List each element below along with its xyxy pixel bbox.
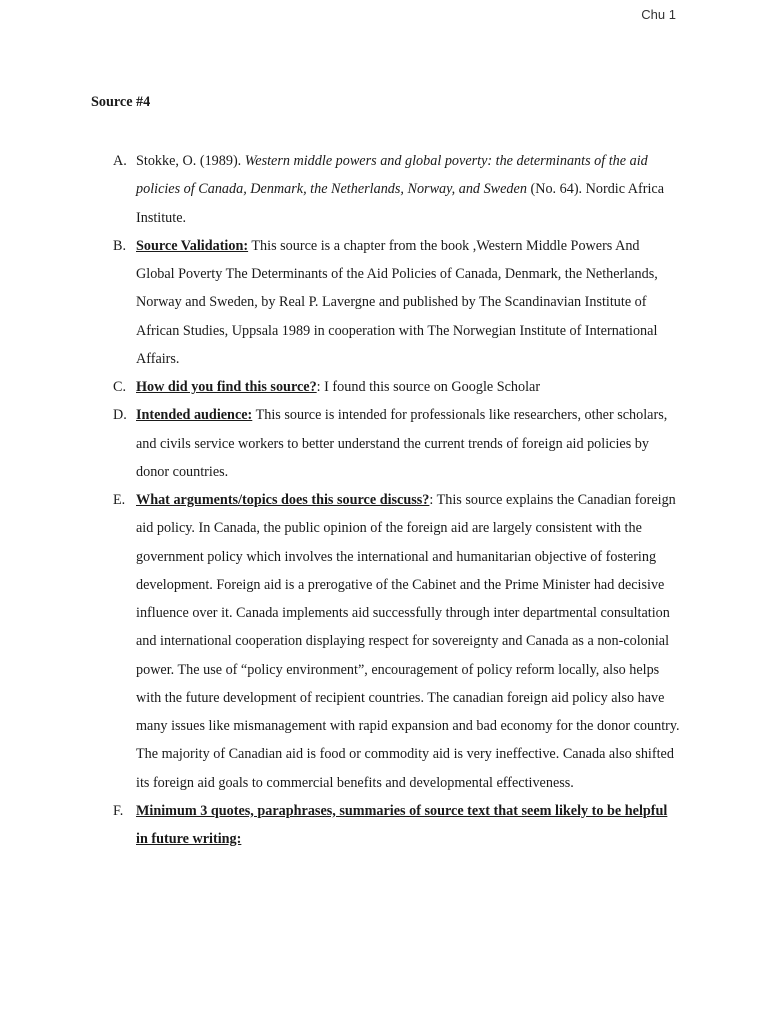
- item-heading: Source Validation:: [136, 237, 249, 254]
- list-marker: E.: [113, 492, 126, 508]
- citation-title: Western middle powers and global poverty: the determinants of the aid policies of Canada, Denmark, the Netherlands, Norway, and Sweden: [136, 153, 648, 198]
- item-heading: What arguments/topics does this source discuss?: [136, 492, 430, 508]
- list-item-intended-audience: [0, 401, 768, 486]
- list-marker: C.: [113, 379, 127, 395]
- item-body: : I found this source on Google Scholar: [316, 379, 541, 395]
- item-heading: Minimum 3 quotes, paraphrases, summaries of source text that seem likely to be helpful in future writing:: [136, 802, 668, 847]
- list-item-quotes: [0, 797, 768, 854]
- list-item-source-validation: [0, 232, 768, 373]
- item-body: This source is intended for professionals like researchers, other scholars, and civils service workers to better understand the current trends of foreign aid policies by donor countries.: [136, 407, 668, 480]
- item-body: : This source explains the Canadian foreign aid policy. In Canada, the public opinion of the foreign aid are largely consistent with the government policy which involves the international and humanitarian objective of fostering development. Foreign aid is a prerogative of the Cabinet and the Prime Minister had decisive influence over it. Canada implements aid successfully through inter departmental consultation and international cooperation displaying respect for sovereignty and Canada as a non-colonial power. The use of “policy environment”, encouragement of policy reform locally, also helps with the future development of recipient countries. The canadian foreign aid policy also have many issues like mismanagement with rapid expansion and bad economy for the donor country. The majority of Canadian aid is food or commodity aid is very ineffective. Canada also shifted its foreign aid goals to commercial benefits and developmental effectiveness.: [136, 492, 680, 791]
- list-marker: F.: [113, 802, 124, 819]
- list-item-arguments-topics: [0, 486, 768, 797]
- source-list: [0, 147, 768, 853]
- citation-publisher: (No. 64). Nordic Africa Institute.: [136, 181, 665, 226]
- list-marker: B.: [113, 237, 127, 254]
- list-marker: D.: [113, 407, 127, 424]
- item-heading: How did you find this source?: [136, 379, 317, 395]
- citation-author: Stokke, O. (1989).: [136, 153, 245, 169]
- list-item-citation: [0, 147, 768, 232]
- list-item-how-found: [0, 373, 768, 401]
- section-title: Source #4: [91, 94, 151, 110]
- item-heading: Intended audience:: [136, 407, 253, 424]
- item-body: This source is a chapter from the book ,Western Middle Powers And Global Poverty The Determinants of the Aid Policies of Canada, Denmark, the Netherlands, Norway and Sweden, by Real P. Lavergne and published by The Scandinavian Institute of African Studies, Uppsala 1989 in cooperation with The Norwegian Institute of International Affairs.: [136, 237, 658, 367]
- page-header-label: Chu 1: [641, 7, 676, 22]
- list-marker: A.: [113, 153, 127, 169]
